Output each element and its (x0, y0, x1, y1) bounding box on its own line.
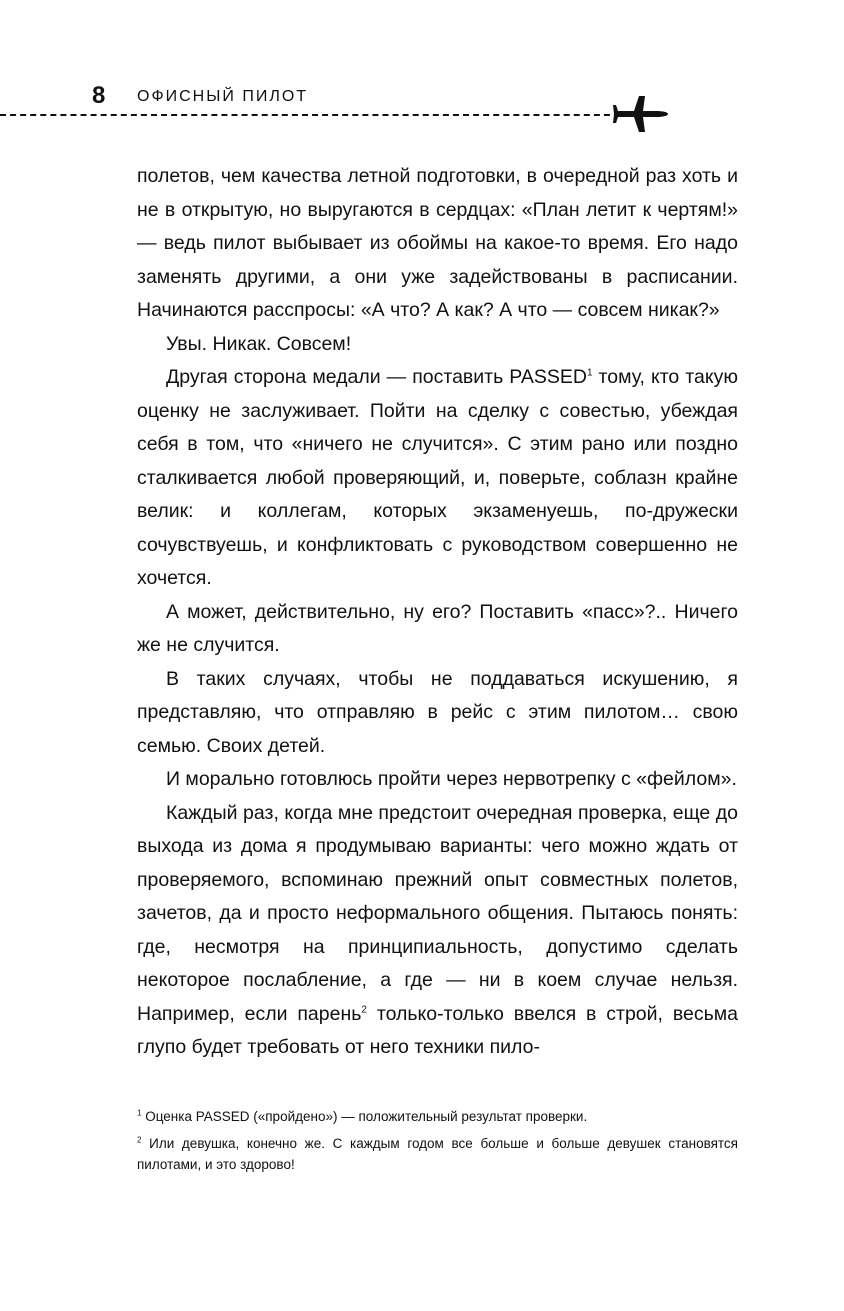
footnote-number: 2 (137, 1135, 142, 1145)
footnotes (137, 1106, 738, 1181)
page-number: 8 (92, 82, 106, 109)
paragraph-text: Другая сторона медали — поставить PASSED (166, 366, 587, 388)
dashed-flight-line (0, 114, 620, 116)
footnote-ref: 2 (361, 1004, 367, 1015)
paragraph-text: Каждый раз, когда мне предстоит очередная проверка, еще до выхода из дома я продумываю варианты: чего можно ждать от проверяемого, вспоминаю прежний опыт совместных полетов, зачетов, да и просто неформального общения. Пытаюсь понять: где, несмотря на принципиальность, допустимо сделать некоторое послабление, а где — ни в коем случае нельзя. Например, если парень (137, 801, 738, 1025)
footnote (137, 1133, 738, 1175)
footnote (137, 1106, 738, 1127)
footnote-number: 1 (137, 1108, 142, 1118)
main-text (137, 160, 738, 1065)
paragraph (137, 361, 738, 596)
page-header (0, 80, 844, 130)
airplane-icon (612, 90, 670, 138)
running-title: ОФИСНЫЙ ПИЛОТ (137, 88, 309, 105)
paragraph-text: тому, кто такую оценку не заслуживает. Пойти на сделку с совестью, убеждая себя в том, что «ничего не случится». С этим рано или поздно сталкивается любой проверяющий, и, поверьте, соблазн крайне велик: и коллегам, которых экзаменуешь, по-дружески сочувствуешь, и конфликтовать с руководством совершенно не хочется. (137, 366, 738, 589)
paragraph: И морально готовлюсь пройти через нервотрепку с «фейлом». (166, 768, 737, 790)
paragraph: полетов, чем качества летной подготовки, в очередной раз хоть и не в открытую, но выругаются в сердцах: «План летит к чертям!» — ведь пилот выбывает из обоймы на какое-то время. Его надо заменять другими, а они уже задействованы в расписании. Начинаются расспросы: «А что? А как? А что — совсем никак?» (137, 165, 738, 321)
paragraph (137, 797, 738, 1065)
footnote-text: Или девушка, конечно же. С каждым годом все больше и больше девушек становятся пилотами, и это здорово! (137, 1136, 738, 1172)
paragraph: В таких случаях, чтобы не поддаваться искушению, я представляю, что отправляю в рейс с этим пилотом… свою семью. Своих детей. (137, 667, 738, 757)
footnote-text: Оценка PASSED («пройдено») — положительный результат проверки. (145, 1109, 588, 1124)
paragraph: Увы. Никак. Совсем! (166, 332, 352, 355)
paragraph-text: только-только ввелся в строй, весьма глупо будет требовать от него техники пило- (137, 1002, 738, 1058)
paragraph: А может, действительно, ну его? Поставить «пасс»?.. Ничего же не случится. (137, 600, 738, 656)
footnote-ref: 1 (586, 367, 593, 379)
